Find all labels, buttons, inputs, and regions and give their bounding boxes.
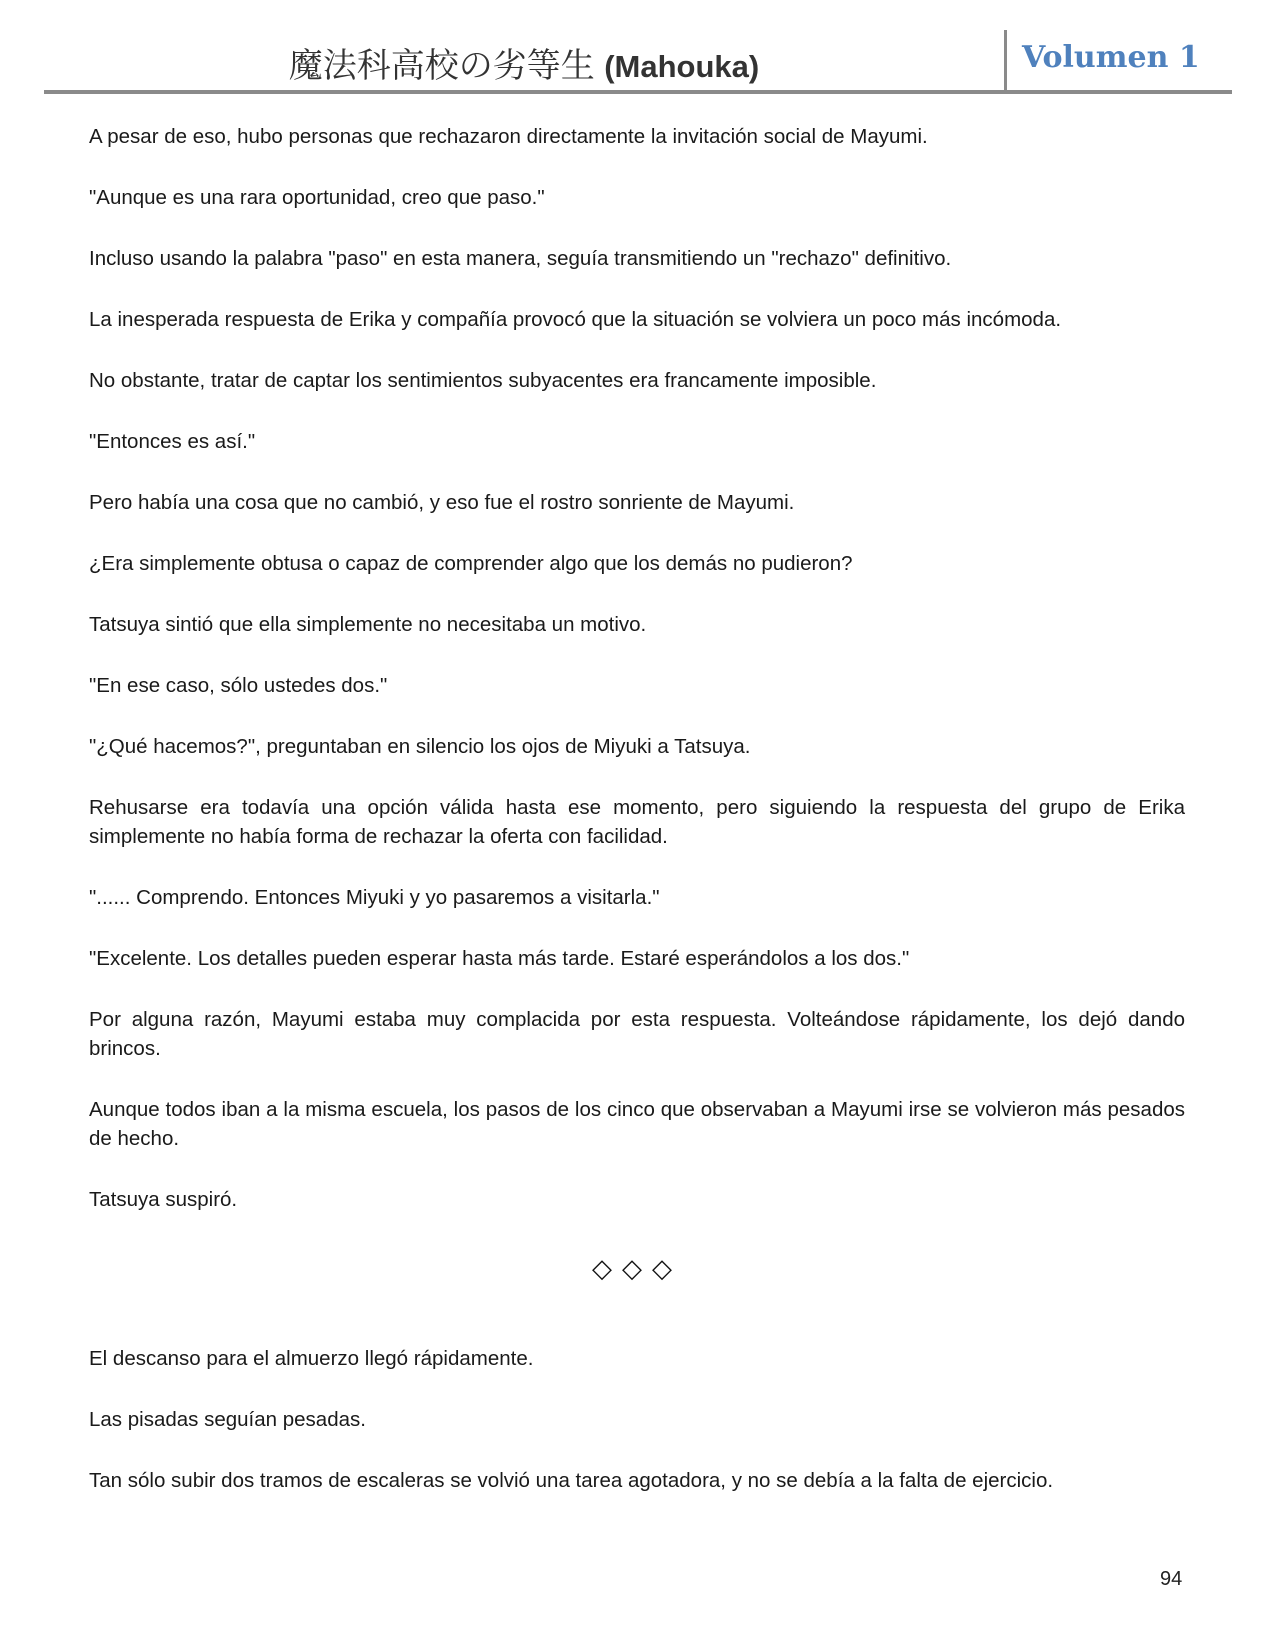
book-title-japanese: 魔法科高校の劣等生 bbox=[288, 47, 595, 85]
paragraph: "En ese caso, sólo ustedes dos." bbox=[89, 674, 388, 697]
paragraph: Por alguna razón, Mayumi estaba muy complacida por esta respuesta. Volteándose rápidamente, los dejó dando brincos. bbox=[89, 1008, 1185, 1060]
scene-break-diamonds: ◇◇◇ bbox=[592, 1254, 682, 1284]
paragraph: "Aunque es una rara oportunidad, creo que paso." bbox=[89, 186, 545, 209]
paragraph: Incluso usando la palabra "paso" en esta manera, seguía transmitiendo un "rechazo" definitivo. bbox=[89, 247, 952, 270]
page-number: 94 bbox=[1160, 1568, 1183, 1590]
page-header bbox=[44, 28, 1232, 92]
page-body bbox=[89, 122, 1185, 1527]
paragraph: La inesperada respuesta de Erika y compañía provocó que la situación se volviera un poco más incómoda. bbox=[89, 308, 1062, 331]
paragraph: Aunque todos iban a la misma escuela, los pasos de los cinco que observaban a Mayumi irse se volvieron más pesados de hecho. bbox=[89, 1098, 1185, 1150]
paragraph: No obstante, tratar de captar los sentimientos subyacentes era francamente imposible. bbox=[89, 369, 877, 392]
book-title-latin: (Mahouka) bbox=[604, 49, 760, 84]
paragraph: ¿Era simplemente obtusa o capaz de comprender algo que los demás no pudieron? bbox=[89, 552, 853, 575]
paragraph: Tatsuya suspiró. bbox=[89, 1188, 238, 1211]
paragraph: Tan sólo subir dos tramos de escaleras se volvió una tarea agotadora, y no se debía a la falta de ejercicio. bbox=[89, 1469, 1054, 1492]
paragraph: Pero había una cosa que no cambió, y eso fue el rostro sonriente de Mayumi. bbox=[89, 491, 795, 514]
paragraph: "...... Comprendo. Entonces Miyuki y yo pasaremos a visitarla." bbox=[89, 886, 660, 909]
paragraph: El descanso para el almuerzo llegó rápidamente. bbox=[89, 1347, 534, 1370]
book-title bbox=[44, 38, 1004, 87]
paragraph: "Excelente. Los detalles pueden esperar hasta más tarde. Estaré esperándolos a los dos." bbox=[89, 947, 910, 970]
paragraph: "Entonces es así." bbox=[89, 430, 256, 453]
paragraph: "¿Qué hacemos?", preguntaban en silencio los ojos de Miyuki a Tatsuya. bbox=[89, 735, 751, 758]
header-rule bbox=[44, 90, 1232, 94]
paragraph: Las pisadas seguían pesadas. bbox=[89, 1408, 366, 1431]
volume-label: Volumen 1 bbox=[1022, 40, 1200, 75]
paragraph: Tatsuya sintió que ella simplemente no necesitaba un motivo. bbox=[89, 613, 647, 636]
paragraph: A pesar de eso, hubo personas que rechazaron directamente la invitación social de Mayumi. bbox=[89, 125, 928, 148]
paragraph: Rehusarse era todavía una opción válida hasta ese momento, pero siguiendo la respuesta del grupo de Erika simplemente no había forma de rechazar la oferta con facilidad. bbox=[89, 796, 1185, 848]
header-divider bbox=[1004, 30, 1007, 92]
